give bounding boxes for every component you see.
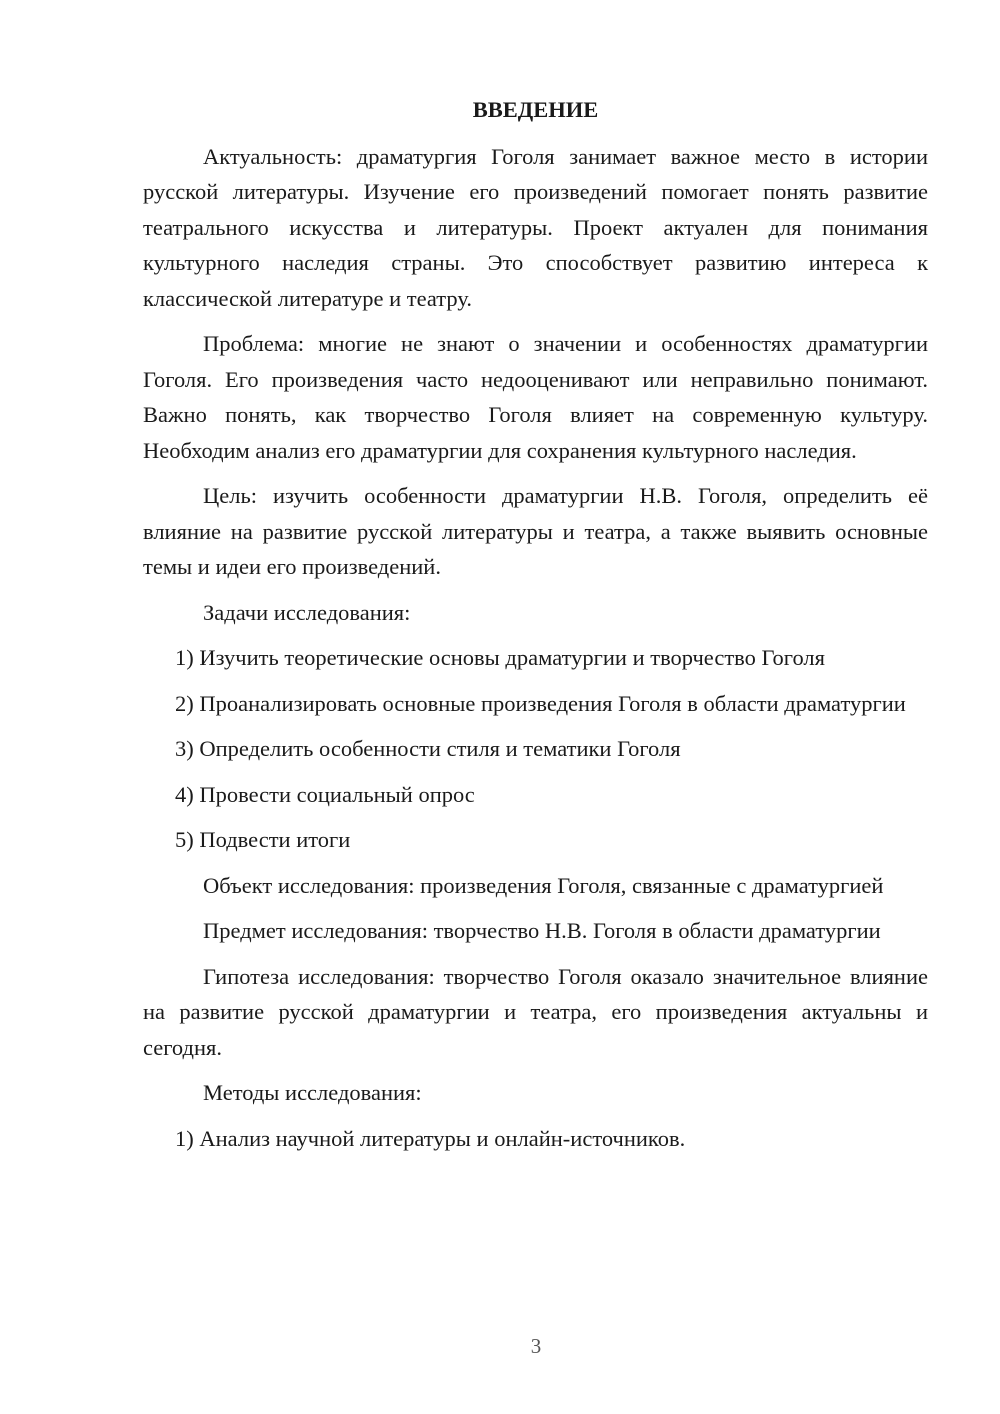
methods-heading: Методы исследования: (203, 1080, 422, 1105)
relevance-paragraph: Актуальность: драматургия Гоголя занимает важное место в истории русской литературы. Изучение его произведений помогает понять развитие театрального искусства и литературы. Проект актуален для понимания культурного наследия страны. Это способствует развитию интереса к классической литературе и театру. (143, 143, 928, 311)
task-item-5: 5) Подвести итоги (175, 827, 351, 852)
page-title: ВВЕДЕНИЕ (472, 97, 599, 122)
subject-paragraph: Предмет исследования: творчество Н.В. Гоголя в области драматургии (203, 918, 881, 943)
task-item-2: 2) Проанализировать основные произведения Гоголя в области драматургии (175, 690, 906, 716)
problem-paragraph: Проблема: многие не знают о значении и особенностях драматургии Гоголя. Его произведения часто недооценивают или неправильно понимают. Важно понять, как творчество Гоголя влияет на современную культуру. Необходим анализ его драматургии для сохранения культурного наследия. (143, 331, 928, 463)
page-number: 3 (530, 1334, 542, 1358)
task-item-4: 4) Провести социальный опрос (175, 781, 475, 807)
method-item-1: 1) Анализ научной литературы и онлайн-источников. (175, 1125, 686, 1151)
goal-paragraph: Цель: изучить особенности драматургии Н.В. Гоголя, определить её влияние на развитие русской литературы и театра, а также выявить основные темы и идеи его произведений. (143, 483, 928, 579)
object-paragraph: Объект исследования: произведения Гоголя, связанные с драматургией (203, 872, 884, 898)
document-page (143, 92, 928, 1166)
hypothesis-paragraph: Гипотеза исследования: творчество Гоголя оказало значительное влияние на развитие русской драматургии и театра, его произведения актуальны и сегодня. (143, 963, 928, 1060)
tasks-heading: Задачи исследования: (203, 599, 411, 625)
task-item-1: 1) Изучить теоретические основы драматургии и творчество Гоголя (175, 645, 825, 670)
task-item-3: 3) Определить особенности стиля и тематики Гоголя (175, 736, 681, 761)
